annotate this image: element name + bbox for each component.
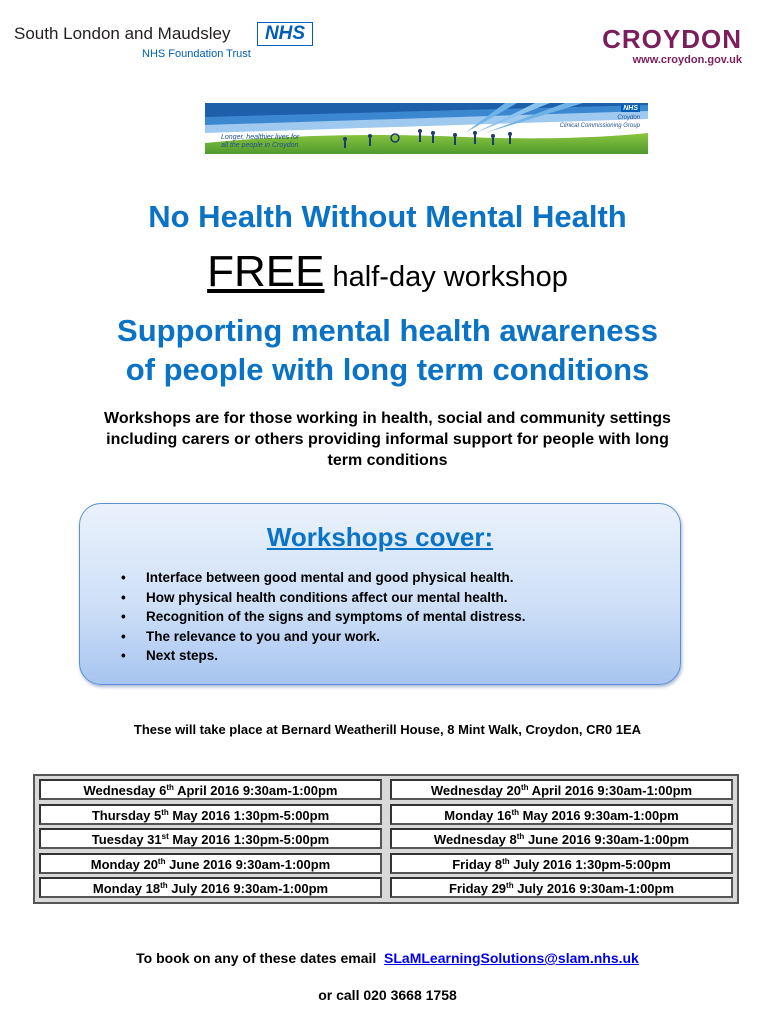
date-text: Monday 20: [90, 856, 158, 872]
date-cell: [39, 828, 382, 849]
date-cell: [390, 804, 733, 825]
date-suffix: th: [506, 881, 514, 890]
date-text: Monday 16: [444, 807, 512, 823]
date-suffix: th: [502, 856, 510, 866]
dates-table: [33, 774, 739, 904]
date-text: Wednesday 20: [430, 783, 521, 798]
date-suffix: th: [166, 783, 174, 792]
date-text: Monday 18: [92, 881, 161, 896]
intro-text: Workshops are for those working in health, social and community settings including carers or others providing informal support for people with long term conditions: [104, 410, 671, 469]
date-cell: [39, 853, 382, 874]
banner-ccg-name: Croydon: [617, 115, 640, 121]
table-row: [39, 779, 733, 804]
date-cell: [39, 779, 382, 800]
date-time: June 2016 9:30am-1:00pm: [524, 832, 690, 847]
list-item-text: Recognition of the signs and symptoms of mental distress.: [146, 609, 526, 624]
bullet-icon: •: [121, 589, 126, 605]
date-suffix: th: [161, 807, 169, 817]
list-item-text: Next steps.: [146, 648, 219, 663]
date-text: Friday 29: [448, 881, 507, 896]
list-item: [118, 627, 526, 647]
date-time: April 2016 9:30am-1:00pm: [173, 783, 338, 798]
date-text: Friday 8: [452, 856, 503, 872]
date-cell: [390, 828, 733, 849]
workshop-type: half-day workshop: [324, 261, 568, 293]
list-item: [118, 588, 526, 608]
date-time: May 2016 1:30pm-5:00pm: [168, 832, 330, 847]
date-suffix: st: [161, 832, 169, 841]
date-cell: [390, 853, 733, 874]
subtitle-line-1: Supporting mental health awareness: [117, 313, 658, 348]
free-word: FREE: [207, 247, 325, 296]
list-item: [118, 607, 526, 627]
banner-tagline-1: Longer, healthier lives for: [221, 134, 300, 141]
date-suffix: th: [511, 807, 520, 817]
slam-logo: [14, 18, 314, 64]
nhs-badge: NHS: [257, 22, 313, 46]
date-suffix: th: [160, 881, 168, 890]
workshops-cover-box: [79, 503, 681, 685]
bullet-icon: •: [121, 570, 126, 585]
date-time: May 2016 9:30am-1:00pm: [519, 807, 679, 823]
date-time: July 2016 1:30pm-5:00pm: [509, 856, 671, 872]
date-time: June 2016 9:30am-1:00pm: [165, 856, 331, 872]
table-row: [39, 877, 733, 902]
banner-tagline: [221, 134, 331, 150]
date-time: July 2016 9:30am-1:00pm: [167, 881, 329, 896]
banner-tagline-2: all the people in Croydon: [221, 142, 299, 149]
slam-subtitle: NHS Foundation Trust: [142, 48, 251, 60]
table-row: [39, 853, 733, 878]
banner-nhs-logo: NHS: [623, 105, 638, 112]
croydon-logo: [580, 20, 750, 70]
list-item: [118, 568, 526, 588]
bullet-icon: •: [121, 609, 126, 624]
bullet-icon: •: [121, 628, 126, 644]
croydon-url: www.croydon.gov.uk: [632, 54, 742, 66]
booking-text: To book on any of these dates email: [136, 950, 377, 966]
phone-text: or call 020 3668 1758: [318, 987, 457, 1003]
date-cell: [390, 877, 733, 898]
date-text: Wednesday 8: [433, 832, 517, 847]
page-title: No Health Without Mental Health: [148, 199, 627, 234]
date-time: July 2016 9:30am-1:00pm: [513, 881, 675, 896]
list-item: [118, 646, 526, 666]
date-cell: [39, 804, 382, 825]
venue-text: These will take place at Bernard Weatherill House, 8 Mint Walk, Croydon, CR0 1EA: [133, 722, 642, 737]
date-suffix: th: [516, 832, 525, 841]
list-item-text: Interface between good mental and good physical health.: [146, 570, 514, 585]
ccg-banner: [205, 103, 648, 154]
date-cell: [39, 877, 382, 898]
date-suffix: th: [520, 783, 529, 792]
date-cell: [390, 779, 733, 800]
date-text: Wednesday 6: [83, 783, 167, 798]
croydon-name: CROYDON: [602, 24, 742, 54]
bullet-icon: •: [121, 648, 126, 663]
table-row: [39, 804, 733, 829]
cover-list: [118, 568, 526, 666]
free-workshop-line: [0, 247, 775, 297]
list-item-text: How physical health conditions affect our mental health.: [146, 589, 508, 605]
date-text: Thursday 5: [91, 807, 162, 823]
date-suffix: th: [157, 856, 166, 866]
table-row: [39, 828, 733, 853]
cover-heading: Workshops cover:: [266, 522, 494, 552]
list-item-text: The relevance to you and your work.: [146, 628, 381, 644]
date-time: April 2016 9:30am-1:00pm: [528, 783, 693, 798]
date-text: Tuesday 31: [91, 832, 162, 847]
date-time: May 2016 1:30pm-5:00pm: [168, 807, 330, 823]
slam-name: South London and Maudsley: [14, 24, 231, 43]
booking-email-link[interactable]: SLaMLearningSolutions@slam.nhs.uk: [384, 950, 639, 966]
booking-line: [0, 950, 775, 966]
subtitle-line-2: of people with long term conditions: [125, 352, 650, 387]
banner-ccg-full: Clinical Commissioning Group: [559, 123, 640, 129]
